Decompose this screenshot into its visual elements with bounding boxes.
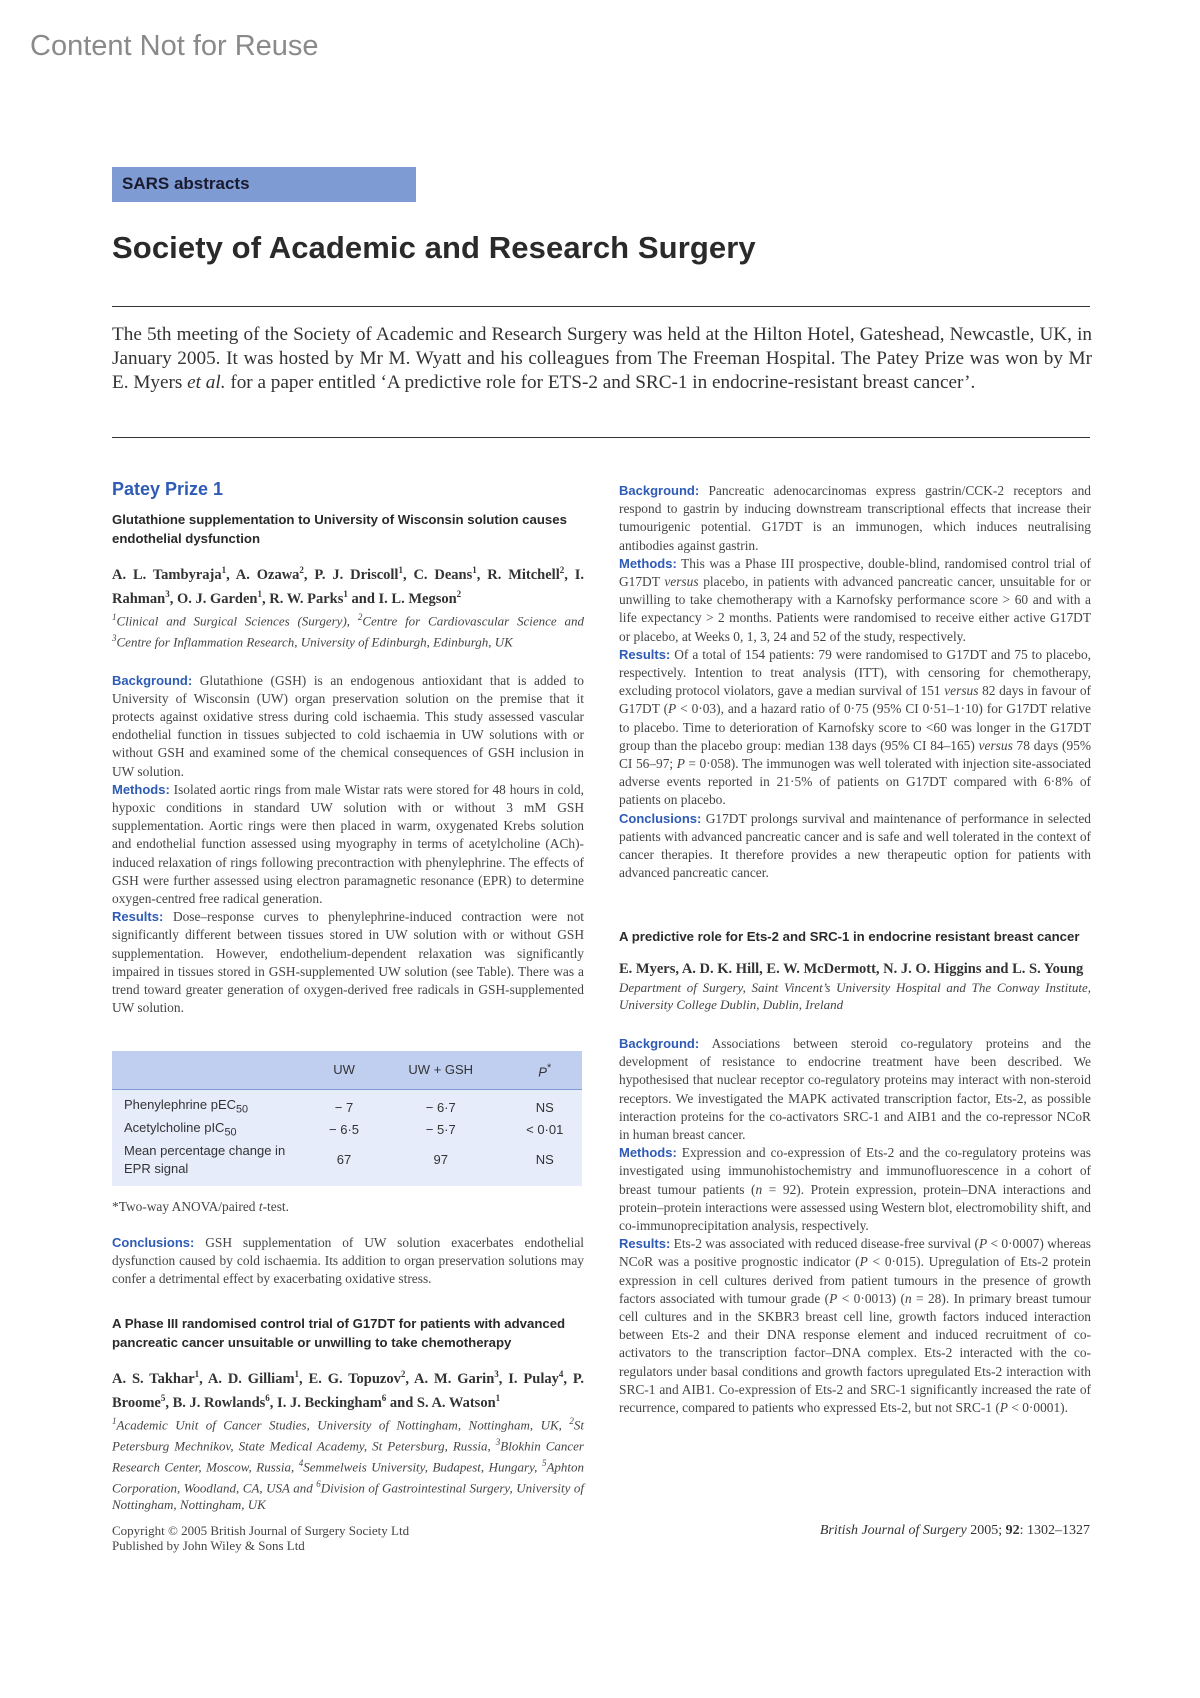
methods-label: Methods: — [619, 1145, 677, 1161]
results-label: Results: — [619, 1236, 671, 1252]
background-label: Background: — [619, 483, 700, 498]
table-header-empty — [112, 1051, 314, 1090]
abstract3-methods: Methods: Expression and co-expression of Ets-2 and the co-regulatory proteins was investigated using immunohistochemistry and immunofluorescence in a cohort of breast tumour patients (n = 92). Protein expression, protein–DNA interactions and protein–protein interactions were assessed using Western blot, electromobility shift, and co-immunoprecipitation analysis, respectively. — [619, 1145, 1091, 1233]
row-p: < 0·01 — [507, 1119, 582, 1142]
prize-heading: Patey Prize 1 — [112, 479, 224, 499]
abstract1-authors: A. L. Tambyraja$^1$, A. Ozawa$^2$, P. J. Driscoll$^1$, C. Deans$^1$, R. Mitchell$^2$, I. Rahman$^3$, O. J. Garden$^1$, R. W. Parks$^1$ and I. L. Megson$^2$ — [112, 565, 584, 607]
row-label: Phenylephrine pEC$_{50}$ — [112, 1090, 314, 1119]
bottom-rule — [112, 437, 1090, 438]
row-uw: − 6·5 — [314, 1119, 374, 1142]
row-uw: 67 — [314, 1142, 374, 1186]
journal-volume: 92 — [1005, 1523, 1020, 1538]
abstract1-title: Glutathione supplementation to University of Wisconsin solution causes endothelial dysfunction — [112, 512, 567, 546]
section-tag: SARS abstracts — [112, 167, 416, 202]
row-uw-gsh: − 5·7 — [374, 1119, 507, 1142]
abstract1-affiliation: $^1$Clinical and Surgical Sciences (Surgery), $^2$Centre for Cardiovascular Science and $^3$Centre for Inflammation Research, University of Edinburgh, Edinburgh, UK — [112, 611, 584, 650]
left-column — [112, 480, 584, 1535]
row-uw-gsh: − 6·7 — [374, 1090, 507, 1119]
table-header-row — [112, 1051, 582, 1090]
intro-etal: et al. — [187, 372, 226, 393]
journal-name: British Journal of Surgery — [819, 1523, 967, 1538]
conclusions-label: Conclusions: — [112, 1234, 195, 1250]
methods-label: Methods: — [619, 555, 677, 571]
table-footnote: *Two-way ANOVA/paired t-test. — [112, 1198, 289, 1214]
abstract2-authors: A. S. Takhar$^1$, A. D. Gilliam$^1$, E. G. Topuzov$^2$, A. M. Garin$^3$, I. Pulay$^4$, P. Broome$^5$, B. J. Rowlands$^6$, I. J. Beckingham$^6$ and S. A. Watson$^1$ — [112, 1369, 585, 1412]
table-header-uw-gsh: UW + GSH — [374, 1051, 507, 1090]
abstract1-conclusions: Conclusions: GSH supplementation of UW solution exacerbates endothelial dysfunction caused by cold ischaemia. Its addition to organ preservation solutions may confer a detrimental effect by exacerbating oxidative stress. — [112, 1234, 584, 1287]
row-label: Acetylcholine pIC$_{50}$ — [112, 1119, 314, 1142]
table-header-p: P* — [507, 1051, 582, 1090]
table-row — [112, 1142, 582, 1186]
abstract3-authors: E. Myers, A. D. K. Hill, E. W. McDermott, N. J. O. Higgins and L. S. Young — [619, 960, 1084, 977]
table-row — [112, 1119, 582, 1142]
intro-text-2: for a paper entitled ‘A predictive role for ETS-2 and SRC-1 in endocrine-resistant breast cancer’. — [225, 372, 976, 393]
abstract1-results: Results: Dose–response curves to phenylephrine-induced contraction were not significantly different between tissues stored in UW solution with or without GSH supplementation. However, endothelium-dependent relaxation was significantly impaired in tissues stored in GSH-supplemented UW solution (see Table). There was a trend toward greater generation of oxygen-derived free radicals in GSH-supplemented UW solution. — [112, 909, 584, 1016]
background-label: Background: — [112, 672, 193, 688]
right-column — [619, 482, 1091, 1417]
intro-paragraph — [112, 323, 1092, 395]
abstract2-title: A Phase III randomised control trial of G17DT for patients with advanced pancreatic cancer unsuitable or unwilling to take chemotherapy — [112, 1316, 566, 1350]
row-label: Mean percentage change in EPR signal — [112, 1142, 314, 1186]
methods-label: Methods: — [112, 781, 170, 797]
abstract3-affiliation: Department of Surgery, Saint Vincent’s University Hospital and The Conway Institute, University College Dublin, Dublin, Ireland — [619, 979, 1091, 1013]
abstract2-results: Results: Of a total of 154 patients: 79 were randomised to G17DT and 75 to placebo, respectively. Intention to treat analysis (ITT), with censoring for chemotherapy, excluding protocol violators, gave a median survival of 151 versus 82 days in favour of G17DT (P < 0·03), and a hazard ratio of 0·75 (95% CI 0·51–1·10) for G17DT relative to placebo. Time to deterioration of Karnofsky score to <60 was longer in the G17DT group than the placebo group: median 138 days (95% CI 84–165) versus 78 days (95% CI 56–97; P = 0·058). The immunogen was well tolerated with injection site-associated adverse events reported in 21·5% of patients on G17DT compared with 6·8% of patients on placebo. — [619, 646, 1092, 808]
results-table — [112, 1051, 582, 1185]
abstract2-methods: Methods: This was a Phase III prospective, double-blind, randomised control trial of G17DT versus placebo, in patients with advanced pancreatic cancer, unsuitable for or unwilling to take chemotherapy with a Karnofsky performance score > 60 and with a life expectancy > 2 months. Patients were randomised to receive either active G17DT or placebo, at Weeks 0, 1, 3, 24 and 52 of the study, respectively. — [619, 555, 1092, 644]
abstract2-conclusions: Conclusions: G17DT prolongs survival and maintenance of performance in selected patients with advanced pancreatic cancer and is safe and well tolerated in the context of cancer therapies. It therefore provides a new therapeutic option for patients with advanced pancreatic cancer. — [619, 810, 1091, 881]
top-rule — [112, 306, 1090, 307]
row-p: NS — [507, 1142, 582, 1186]
journal-year: 2005; — [966, 1523, 1006, 1538]
abstract3-title: A predictive role for Ets-2 and SRC-1 in endocrine resistant breast cancer — [619, 929, 1080, 945]
abstract2-background: Background: Pancreatic adenocarcinomas express gastrin/CCK-2 receptors and respond to gastrin by inducing downstream transcriptional effects that increase their tumourigenic potential. G17DT is an immunogen, which induces neutralising antibodies against gastrin. — [619, 483, 1092, 553]
row-uw-gsh: 97 — [374, 1142, 507, 1186]
journal-pages: : 1302–1327 — [1019, 1523, 1090, 1538]
background-label: Background: — [619, 1035, 700, 1051]
footer-copyright — [112, 1523, 409, 1553]
intro-text-1: The 5th meeting of the Society of Academic and Research Surgery was held at the Hilton Hotel, Gateshead, Newcastle, UK, in January 2005. It was hosted by Mr M. Wyatt and his colleagues from The Freeman Hospital. The Patey Prize was won by Mr E. Myers — [112, 324, 1092, 393]
abstract3-background: Background: Associations between steroid co-regulatory proteins and the development of resistance to endocrine treatment have been described. We hypothesised that nuclear receptor co-regulatory proteins may interact with non-steroid receptors. We investigated the MAPK activated transcription factor, Ets-2, as possible interaction proteins for the co-activators SRC-1 and AIB1 and the co-repressor NCoR in human breast cancer. — [619, 1035, 1091, 1142]
results-label: Results: — [112, 909, 164, 925]
page-title: Society of Academic and Research Surgery — [112, 230, 756, 265]
abstract3-results: Results: Ets-2 was associated with reduced disease-free survival (P < 0·0007) whereas NCoR was a positive prognostic indicator (P < 0·015). Upregulation of Ets-2 protein expression in cell cultures derived from patient tumours in the presence of growth factors associated with tumour grade (P < 0·0013) (n = 28). In primary breast tumour cell cultures and in the SKBR3 breast cell line, growth factors induced interaction between Ets-2 and their DNA response element and induced recruitment of co-activators to the transcription factor–DNA complex. Ets-2 interacted with the co-regulators under basal conditions and growth factors upregulated Ets-2 interaction with SRC-1 and AIB1. Co-expression of Ets-2 and SRC-1 significantly increased the rate of recurrence, compared to patients who expressed Ets-2, but not SRC-1 (P < 0·0001). — [619, 1236, 1092, 1416]
abstract1-background: Background: Glutathione (GSH) is an endogenous antioxidant that is added to University of Wisconsin (UW) organ preservation solution on the premise that it protects against oxidative stress during cold ischaemia. This study assessed vascular endothelial function in tissues subjected to cold ischaemia in UW solutions with or without GSH and examined some of the chemical consequences of GSH inclusion in UW solution. — [112, 672, 584, 779]
row-uw: − 7 — [314, 1090, 374, 1119]
publisher-line: Published by John Wiley & Sons Ltd — [112, 1538, 305, 1553]
conclusions-label: Conclusions: — [619, 810, 702, 826]
abstract2-affiliation: $^1$Academic Unit of Cancer Studies, University of Nottingham, Nottingham, UK, $^2$St Petersburg Mechnikov, State Medical Academy, St Petersburg, Russia, $^3$Blokhin Cancer Research Center, Moscow, Russia, $^4$Semmelweis University, Budapest, Hungary, $^5$Aphton Corporation, Woodland, CA, USA and $^6$Division of Gastrointestinal Surgery, University of Nottingham, Nottingham, UK — [112, 1416, 584, 1513]
table-header-uw: UW — [314, 1051, 374, 1090]
watermark: Content Not for Reuse — [30, 30, 319, 62]
table-row — [112, 1090, 582, 1119]
results-label: Results: — [619, 646, 671, 662]
abstract1-methods: Methods: Isolated aortic rings from male Wistar rats were stored for 48 hours in cold, hypoxic conditions in standard UW solution with or without 3 mM GSH supplementation. Aortic rings were then placed in warm, oxygenated Krebs solution and endothelial function assessed using myography in terms of acetylcholine (ACh)-induced relaxation of rings following precontraction with phenylephrine. The effects of GSH were further assessed using electron paramagnetic resonance (EPR) to determine oxygen-centred free radical generation. — [112, 781, 584, 906]
footer-citation — [770, 1523, 1090, 1539]
copyright-line: Copyright © 2005 British Journal of Surgery Society Ltd — [112, 1523, 410, 1538]
row-p: NS — [507, 1090, 582, 1119]
